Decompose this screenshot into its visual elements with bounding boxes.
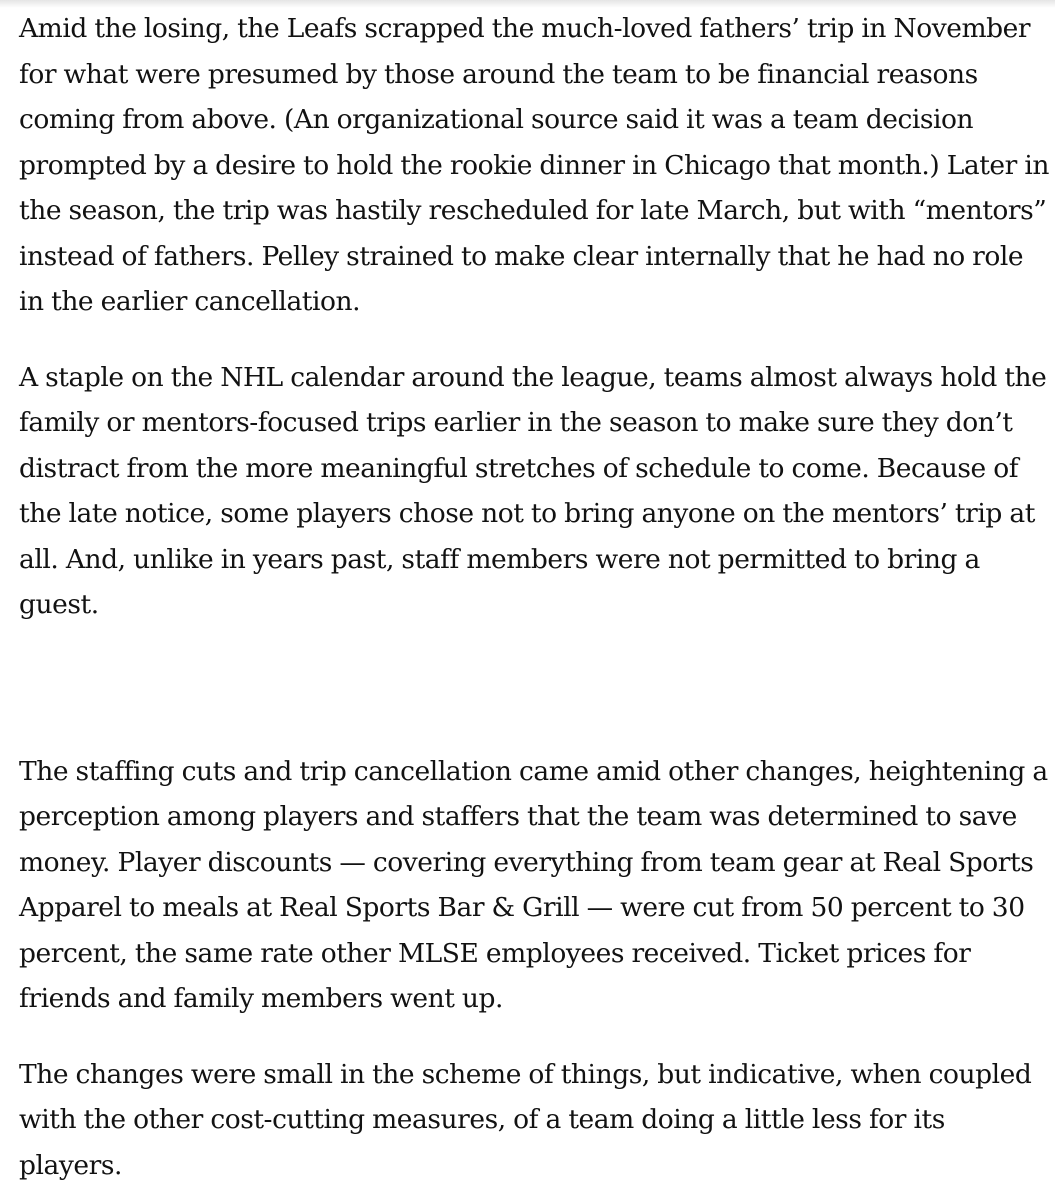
article-paragraph-4: The changes were small in the scheme of things, but indicative, when coupled with the other cost-cutting measures, of a team doing a little less for its players.	[19, 1058, 1032, 1181]
article-paragraph-3: The staffing cuts and trip cancellation came amid other changes, heightening a perception among players and staffers that the team was determined to save money. Player discounts — covering everything from team gear at Real Sports Apparel to meals at Real Sports Bar & Grill — were cut from 50 percent to 30 percent, the same rate other MLSE employees received. Ticket prices for friends and family members went up.	[19, 755, 1048, 1014]
article-body	[19, 6, 1049, 1188]
article-paragraph-2: A staple on the NHL calendar around the league, teams almost always hold the family or mentors-focused trips earlier in the season to make sure they don’t distract from the more meaningful stretches of schedule to come. Because of the late notice, some players chose not to bring anyone on the mentors’ trip at all. And, unlike in years past, staff members were not permitted to bring a guest.	[19, 361, 1047, 620]
article-paragraph-1: Amid the losing, the Leafs scrapped the much-loved fathers’ trip in November for what were presumed by those around the team to be financial reasons coming from above. (An organizational source said it was a team decision prompted by a desire to hold the rookie dinner in Chicago that month.) Later in the season, the trip was hastily rescheduled for late March, but with “mentors” instead of fathers. Pelley strained to make clear internally that he had no role in the earlier cancellation.	[19, 13, 1049, 317]
